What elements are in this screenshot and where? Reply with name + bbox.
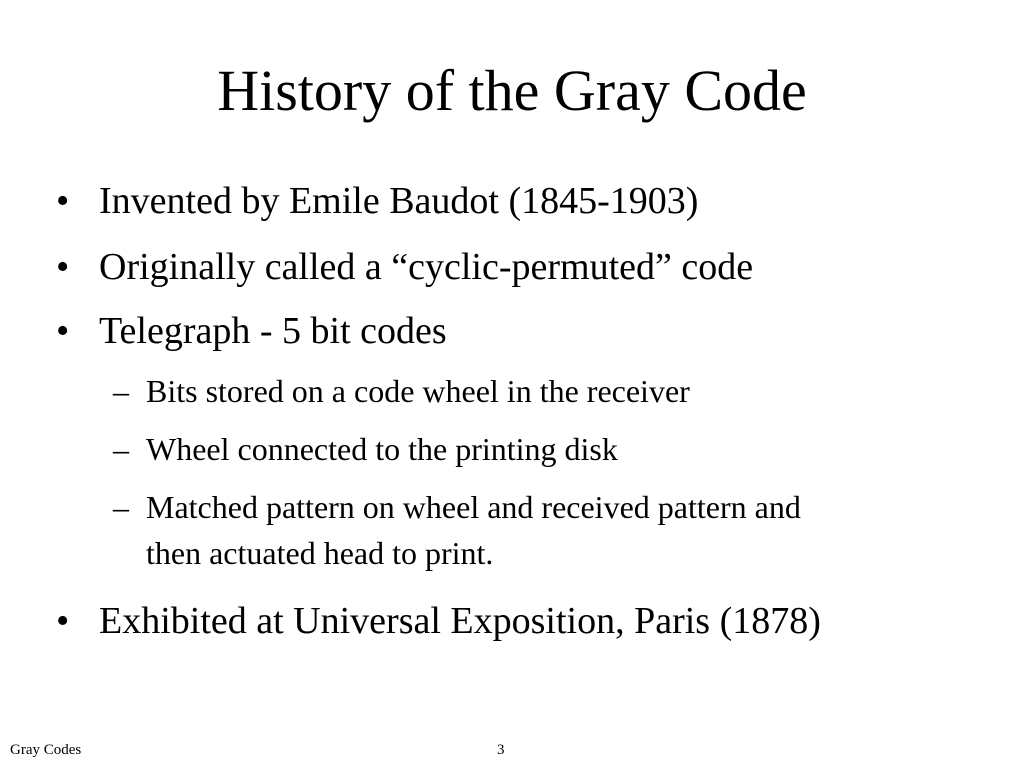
bullet-icon: • <box>56 246 70 288</box>
bullet-item <box>56 177 698 225</box>
dash-icon: – <box>113 489 129 525</box>
sub-bullet-continuation: then actuated head to print. <box>146 535 494 571</box>
bullet-text: Telegraph - 5 bit codes <box>99 310 447 352</box>
bullet-item <box>56 597 821 645</box>
bullet-icon: • <box>56 180 70 222</box>
sub-bullet-text: Wheel connected to the printing disk <box>146 431 618 467</box>
bullet-text: Invented by Emile Baudot (1845-1903) <box>99 180 699 222</box>
sub-bullet-item <box>113 427 618 471</box>
bullet-icon: • <box>56 600 70 642</box>
bullet-icon: • <box>56 310 70 352</box>
bullet-item <box>56 307 447 355</box>
dash-icon: – <box>113 373 129 409</box>
slide-title: History of the Gray Code <box>217 58 807 123</box>
bullet-text: Exhibited at Universal Exposition, Paris (1878) <box>99 600 821 642</box>
sub-bullet-item <box>113 369 690 413</box>
sub-bullet-text: Matched pattern on wheel and received pattern and <box>146 489 801 525</box>
footer-label: Gray Codes <box>10 742 82 758</box>
bullet-item <box>56 243 753 291</box>
sub-bullet-text: Bits stored on a code wheel in the receiver <box>146 373 690 409</box>
bullet-text: Originally called a “cyclic-permuted” code <box>99 246 754 288</box>
dash-icon: – <box>113 431 129 467</box>
sub-bullet-item <box>113 485 801 529</box>
page-number: 3 <box>497 742 505 758</box>
